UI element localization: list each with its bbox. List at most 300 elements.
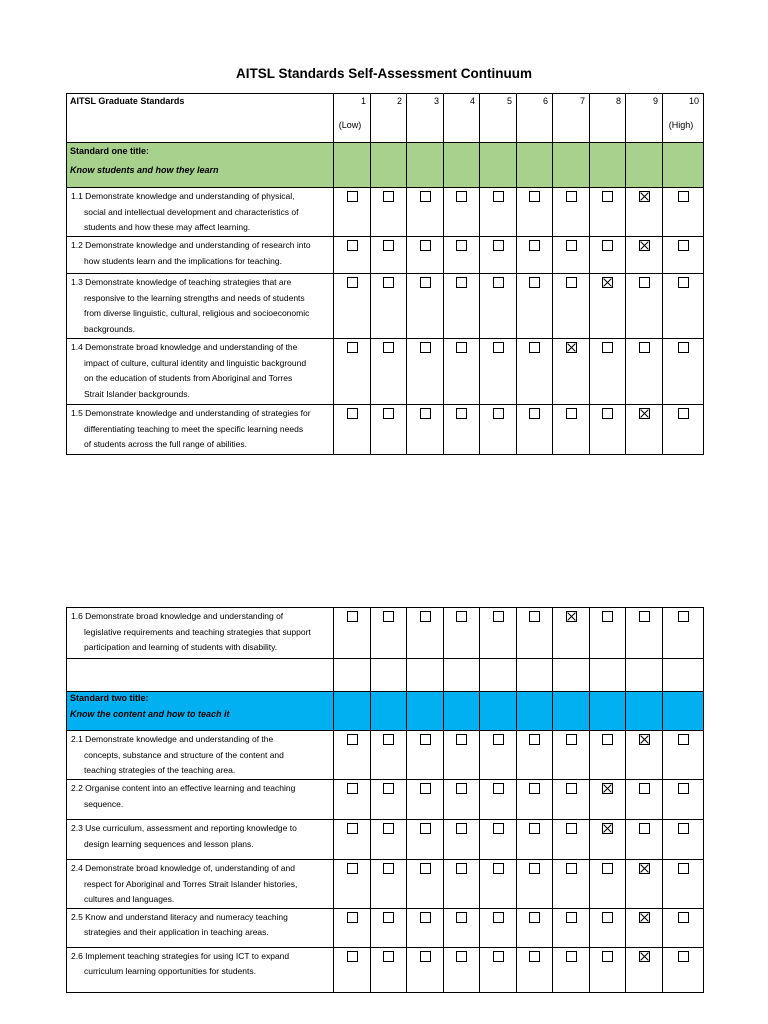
item-text: 1.3 Demonstrate knowledge of teaching strategies that are bbox=[71, 277, 292, 287]
item-text: 2.4 Demonstrate broad knowledge of, understanding of and bbox=[71, 863, 295, 873]
rating-cell-9 bbox=[626, 820, 663, 860]
rating-cell-6 bbox=[517, 405, 553, 455]
checkbox[interactable] bbox=[420, 408, 431, 419]
rating-cell-7 bbox=[553, 237, 590, 274]
checkbox[interactable] bbox=[420, 863, 431, 874]
checkbox[interactable] bbox=[493, 912, 504, 923]
rating-column-6: 6 bbox=[517, 94, 553, 143]
checkbox[interactable] bbox=[493, 240, 504, 251]
rating-cell-4 bbox=[444, 820, 480, 860]
checked-checkbox[interactable] bbox=[639, 951, 650, 962]
rating-cell-8 bbox=[590, 947, 626, 992]
checkbox[interactable] bbox=[602, 951, 613, 962]
checkbox[interactable] bbox=[420, 783, 431, 794]
rating-cell-2 bbox=[371, 908, 407, 947]
checkbox[interactable] bbox=[678, 912, 689, 923]
checkbox[interactable] bbox=[420, 277, 431, 288]
checkbox[interactable] bbox=[602, 342, 613, 353]
rating-cell-4 bbox=[444, 188, 480, 237]
checkbox[interactable] bbox=[678, 342, 689, 353]
standard-item-description bbox=[67, 188, 334, 237]
checkbox[interactable] bbox=[456, 342, 467, 353]
rating-cell-7 bbox=[553, 780, 590, 820]
checked-checkbox[interactable] bbox=[566, 342, 577, 353]
rating-cell-4 bbox=[444, 947, 480, 992]
checkbox[interactable] bbox=[529, 823, 540, 834]
rating-cell-3 bbox=[407, 608, 444, 659]
item-text: 1.1 Demonstrate knowledge and understanding of physical, bbox=[71, 191, 295, 201]
rating-cell-5 bbox=[480, 820, 517, 860]
checkbox[interactable] bbox=[678, 951, 689, 962]
checkbox[interactable] bbox=[493, 734, 504, 745]
low-label: (Low) bbox=[338, 119, 362, 130]
rating-cell-4 bbox=[444, 731, 480, 780]
rating-cell-8 bbox=[590, 339, 626, 405]
rating-cell-4 bbox=[444, 860, 480, 909]
rating-cell-8 bbox=[590, 608, 626, 659]
checkbox[interactable] bbox=[493, 611, 504, 622]
checkbox[interactable] bbox=[347, 277, 358, 288]
rating-cell-8 bbox=[590, 405, 626, 455]
rating-cell-1 bbox=[334, 188, 371, 237]
rating-cell-7 bbox=[553, 608, 590, 659]
item-text: Strait Islander backgrounds. bbox=[84, 388, 190, 399]
item-text: responsive to the learning strengths and needs of students bbox=[84, 292, 305, 303]
checkbox[interactable] bbox=[456, 277, 467, 288]
rating-cell-8 bbox=[590, 820, 626, 860]
checkbox[interactable] bbox=[566, 783, 577, 794]
item-text: 2.2 Organise content into an effective learning and teaching bbox=[71, 783, 296, 793]
checkbox[interactable] bbox=[493, 342, 504, 353]
rating-column-8: 8 bbox=[590, 94, 626, 143]
rating-cell-9 bbox=[626, 731, 663, 780]
checkbox[interactable] bbox=[347, 734, 358, 745]
rating-cell-10 bbox=[663, 237, 704, 274]
rating-column-9: 9 bbox=[626, 94, 663, 143]
item-text: how students learn and the implications for teaching. bbox=[84, 255, 282, 266]
rating-cell-3 bbox=[407, 274, 444, 339]
rating-column-1: 1 (Low) bbox=[334, 94, 371, 143]
rating-cell-2 bbox=[371, 188, 407, 237]
checkbox[interactable] bbox=[602, 240, 613, 251]
checkbox[interactable] bbox=[529, 277, 540, 288]
rating-cell-5 bbox=[480, 237, 517, 274]
item-text: students and how these may affect learning. bbox=[84, 222, 251, 232]
checkbox[interactable] bbox=[493, 863, 504, 874]
rating-cell-1 bbox=[334, 908, 371, 947]
rating-cell-6 bbox=[517, 608, 553, 659]
checkbox[interactable] bbox=[678, 408, 689, 419]
rating-cell-5 bbox=[480, 274, 517, 339]
checkbox[interactable] bbox=[347, 951, 358, 962]
standard-one-row bbox=[67, 143, 704, 188]
checkbox[interactable] bbox=[529, 240, 540, 251]
rating-cell-5 bbox=[480, 188, 517, 237]
rating-cell-3 bbox=[407, 188, 444, 237]
high-label: (High) bbox=[668, 119, 694, 130]
checkbox[interactable] bbox=[493, 277, 504, 288]
checkbox[interactable] bbox=[493, 408, 504, 419]
rating-cell-4 bbox=[444, 608, 480, 659]
checkbox[interactable] bbox=[602, 734, 613, 745]
rating-cell-6 bbox=[517, 860, 553, 909]
checkbox[interactable] bbox=[456, 734, 467, 745]
page-title: AITSL Standards Self-Assessment Continuum bbox=[235, 66, 533, 81]
rating-cell-5 bbox=[480, 780, 517, 820]
rating-cell-9 bbox=[626, 947, 663, 992]
header-row bbox=[67, 94, 704, 143]
rating-cell-3 bbox=[407, 820, 444, 860]
rating-cell-3 bbox=[407, 860, 444, 909]
rating-cell-9 bbox=[626, 860, 663, 909]
rating-cell-6 bbox=[517, 820, 553, 860]
checkbox[interactable] bbox=[602, 863, 613, 874]
checkbox[interactable] bbox=[566, 191, 577, 202]
checkbox[interactable] bbox=[678, 240, 689, 251]
checkbox[interactable] bbox=[347, 912, 358, 923]
checkbox[interactable] bbox=[347, 240, 358, 251]
checkbox[interactable] bbox=[493, 823, 504, 834]
rating-cell-9 bbox=[626, 405, 663, 455]
checkbox[interactable] bbox=[529, 734, 540, 745]
rating-cell-8 bbox=[590, 237, 626, 274]
standard-item-row bbox=[67, 608, 704, 659]
rating-cell-8 bbox=[590, 274, 626, 339]
rating-cell-4 bbox=[444, 405, 480, 455]
rating-column-3: 3 bbox=[407, 94, 444, 143]
item-text: 2.1 Demonstrate knowledge and understanding of the bbox=[71, 734, 274, 744]
checkbox[interactable] bbox=[383, 240, 394, 251]
rating-cell-10 bbox=[663, 339, 704, 405]
item-text: 1.6 Demonstrate broad knowledge and understanding of bbox=[71, 611, 284, 621]
item-text: 2.6 Implement teaching strategies for using ICT to expand bbox=[71, 950, 290, 961]
rating-cell-9 bbox=[626, 339, 663, 405]
item-text: cultures and languages. bbox=[84, 894, 175, 904]
rating-cell-2 bbox=[371, 820, 407, 860]
standard-two-heading: Standard two title: Know the content and how to teach it bbox=[67, 692, 334, 731]
checkbox[interactable] bbox=[493, 783, 504, 794]
rating-cell-10 bbox=[663, 780, 704, 820]
standard-item-row bbox=[67, 339, 704, 405]
checkbox[interactable] bbox=[678, 277, 689, 288]
checked-checkbox[interactable] bbox=[602, 823, 613, 834]
checkbox[interactable] bbox=[383, 783, 394, 794]
rating-cell-3 bbox=[407, 339, 444, 405]
checked-checkbox[interactable] bbox=[639, 734, 650, 745]
rating-cell-2 bbox=[371, 274, 407, 339]
checkbox[interactable] bbox=[456, 912, 467, 923]
checkbox[interactable] bbox=[639, 277, 650, 288]
checkbox[interactable] bbox=[529, 342, 540, 353]
item-text: legislative requirements and teaching strategies that support bbox=[84, 626, 311, 637]
header-label: AITSL Graduate Standards bbox=[67, 94, 334, 143]
rating-cell-1 bbox=[334, 820, 371, 860]
checkbox[interactable] bbox=[347, 191, 358, 202]
rating-column-2: 2 bbox=[371, 94, 407, 143]
checkbox[interactable] bbox=[420, 951, 431, 962]
rating-cell-1 bbox=[334, 947, 371, 992]
checkbox[interactable] bbox=[566, 408, 577, 419]
item-text: respect for Aboriginal and Torres Strait Islander histories, bbox=[84, 878, 298, 889]
rating-cell-10 bbox=[663, 608, 704, 659]
checkbox[interactable] bbox=[639, 823, 650, 834]
standard-item-description bbox=[67, 237, 334, 274]
rating-cell-3 bbox=[407, 405, 444, 455]
checkbox[interactable] bbox=[678, 863, 689, 874]
checkbox[interactable] bbox=[602, 191, 613, 202]
checkbox[interactable] bbox=[602, 912, 613, 923]
rating-cell-2 bbox=[371, 339, 407, 405]
checkbox[interactable] bbox=[456, 823, 467, 834]
rating-cell-2 bbox=[371, 405, 407, 455]
standard-item-description bbox=[67, 947, 334, 992]
checked-checkbox[interactable] bbox=[639, 408, 650, 419]
rating-cell-3 bbox=[407, 908, 444, 947]
standard-item-row bbox=[67, 731, 704, 780]
rating-cell-3 bbox=[407, 237, 444, 274]
checked-checkbox[interactable] bbox=[602, 277, 613, 288]
checkbox[interactable] bbox=[678, 823, 689, 834]
rating-cell-1 bbox=[334, 608, 371, 659]
rating-cell-6 bbox=[517, 947, 553, 992]
standard-one-heading: Standard one title: Know students and how they learn bbox=[67, 143, 334, 188]
checkbox[interactable] bbox=[529, 912, 540, 923]
standard-item-row bbox=[67, 947, 704, 992]
rating-cell-1 bbox=[334, 237, 371, 274]
standard-item-description bbox=[67, 608, 334, 659]
rating-cell-4 bbox=[444, 780, 480, 820]
checkbox[interactable] bbox=[383, 611, 394, 622]
rating-cell-7 bbox=[553, 274, 590, 339]
item-text: from diverse linguistic, cultural, religious and socioeconomic bbox=[84, 308, 310, 318]
checkbox[interactable] bbox=[456, 240, 467, 251]
rating-cell-2 bbox=[371, 860, 407, 909]
checked-checkbox[interactable] bbox=[639, 912, 650, 923]
checkbox[interactable] bbox=[383, 277, 394, 288]
checkbox[interactable] bbox=[529, 408, 540, 419]
rating-cell-10 bbox=[663, 274, 704, 339]
checkbox[interactable] bbox=[383, 408, 394, 419]
checkbox[interactable] bbox=[566, 277, 577, 288]
standard-item-description bbox=[67, 780, 334, 820]
checkbox[interactable] bbox=[347, 408, 358, 419]
item-text: 1.2 Demonstrate knowledge and understanding of research into bbox=[71, 240, 311, 250]
checked-checkbox[interactable] bbox=[639, 191, 650, 202]
standard-two-row bbox=[67, 692, 704, 731]
rating-cell-6 bbox=[517, 274, 553, 339]
checkbox[interactable] bbox=[566, 912, 577, 923]
checkbox[interactable] bbox=[347, 342, 358, 353]
rating-cell-5 bbox=[480, 339, 517, 405]
rating-cell-8 bbox=[590, 780, 626, 820]
checkbox[interactable] bbox=[566, 951, 577, 962]
checkbox[interactable] bbox=[456, 951, 467, 962]
standard-item-row bbox=[67, 405, 704, 455]
checkbox[interactable] bbox=[639, 342, 650, 353]
checkbox[interactable] bbox=[383, 191, 394, 202]
rating-cell-7 bbox=[553, 908, 590, 947]
checked-checkbox[interactable] bbox=[639, 240, 650, 251]
rating-cell-10 bbox=[663, 405, 704, 455]
standard-item-row bbox=[67, 908, 704, 947]
rating-cell-3 bbox=[407, 731, 444, 780]
rating-cell-4 bbox=[444, 908, 480, 947]
rating-cell-6 bbox=[517, 731, 553, 780]
rating-cell-2 bbox=[371, 731, 407, 780]
item-text: curriculum learning opportunities for students. bbox=[84, 966, 256, 976]
checked-checkbox[interactable] bbox=[639, 863, 650, 874]
checkbox[interactable] bbox=[383, 863, 394, 874]
standard-item-row bbox=[67, 188, 704, 237]
rating-cell-9 bbox=[626, 188, 663, 237]
rating-cell-2 bbox=[371, 237, 407, 274]
item-text: 2.5 Know and understand literacy and numeracy teaching bbox=[71, 911, 288, 922]
item-text: differentiating teaching to meet the specific learning needs bbox=[84, 423, 304, 434]
checkbox[interactable] bbox=[347, 783, 358, 794]
checkbox[interactable] bbox=[420, 734, 431, 745]
rating-cell-5 bbox=[480, 405, 517, 455]
checkbox[interactable] bbox=[639, 611, 650, 622]
checkbox[interactable] bbox=[566, 863, 577, 874]
rating-cell-1 bbox=[334, 780, 371, 820]
rating-cell-4 bbox=[444, 274, 480, 339]
rating-cell-8 bbox=[590, 908, 626, 947]
checkbox[interactable] bbox=[493, 951, 504, 962]
rating-cell-10 bbox=[663, 908, 704, 947]
checkbox[interactable] bbox=[347, 823, 358, 834]
checkbox[interactable] bbox=[566, 240, 577, 251]
item-text: participation and learning of students with disability. bbox=[84, 642, 278, 652]
checkbox[interactable] bbox=[639, 783, 650, 794]
checkbox[interactable] bbox=[383, 951, 394, 962]
rating-cell-9 bbox=[626, 237, 663, 274]
standard-item-description bbox=[67, 405, 334, 455]
standard-item-row bbox=[67, 820, 704, 860]
rating-cell-3 bbox=[407, 780, 444, 820]
standard-item-row bbox=[67, 237, 704, 274]
checked-checkbox[interactable] bbox=[566, 611, 577, 622]
standard-item-row bbox=[67, 274, 704, 339]
rating-cell-10 bbox=[663, 731, 704, 780]
checkbox[interactable] bbox=[456, 863, 467, 874]
checkbox[interactable] bbox=[529, 951, 540, 962]
item-text: of students across the full range of abilities. bbox=[84, 439, 248, 449]
rating-cell-5 bbox=[480, 860, 517, 909]
rating-cell-3 bbox=[407, 947, 444, 992]
item-text: strategies and their application in teaching areas. bbox=[84, 927, 269, 937]
checkbox[interactable] bbox=[383, 734, 394, 745]
rating-cell-1 bbox=[334, 339, 371, 405]
rating-cell-2 bbox=[371, 780, 407, 820]
standard-item-description bbox=[67, 908, 334, 947]
checkbox[interactable] bbox=[493, 191, 504, 202]
assessment-table-page-one bbox=[66, 93, 704, 455]
checkbox[interactable] bbox=[420, 240, 431, 251]
item-text: backgrounds. bbox=[84, 323, 136, 334]
standard-item-description bbox=[67, 860, 334, 909]
checkbox[interactable] bbox=[678, 734, 689, 745]
rating-cell-7 bbox=[553, 405, 590, 455]
checkbox[interactable] bbox=[529, 191, 540, 202]
rating-column-5: 5 bbox=[480, 94, 517, 143]
checkbox[interactable] bbox=[383, 823, 394, 834]
standard-item-row bbox=[67, 860, 704, 909]
item-text: teaching strategies of the teaching area. bbox=[84, 765, 236, 775]
checkbox[interactable] bbox=[420, 191, 431, 202]
checkbox[interactable] bbox=[347, 611, 358, 622]
checkbox[interactable] bbox=[420, 912, 431, 923]
checkbox[interactable] bbox=[602, 611, 613, 622]
checkbox[interactable] bbox=[678, 783, 689, 794]
checked-checkbox[interactable] bbox=[602, 783, 613, 794]
rating-column-7: 7 bbox=[553, 94, 590, 143]
checkbox[interactable] bbox=[347, 863, 358, 874]
checkbox[interactable] bbox=[420, 611, 431, 622]
checkbox[interactable] bbox=[420, 342, 431, 353]
item-text: social and intellectual development and characteristics of bbox=[84, 206, 299, 217]
item-text: sequence. bbox=[84, 798, 124, 809]
rating-cell-1 bbox=[334, 860, 371, 909]
rating-cell-9 bbox=[626, 908, 663, 947]
checkbox[interactable] bbox=[602, 408, 613, 419]
checkbox[interactable] bbox=[566, 823, 577, 834]
rating-cell-1 bbox=[334, 731, 371, 780]
item-text: 1.5 Demonstrate knowledge and understanding of strategies for bbox=[71, 408, 311, 418]
rating-cell-6 bbox=[517, 908, 553, 947]
rating-cell-6 bbox=[517, 780, 553, 820]
rating-cell-7 bbox=[553, 188, 590, 237]
rating-cell-4 bbox=[444, 237, 480, 274]
checkbox[interactable] bbox=[566, 734, 577, 745]
checkbox[interactable] bbox=[456, 408, 467, 419]
standard-item-description bbox=[67, 339, 334, 405]
rating-cell-4 bbox=[444, 339, 480, 405]
rating-cell-6 bbox=[517, 339, 553, 405]
rating-cell-10 bbox=[663, 860, 704, 909]
checkbox[interactable] bbox=[678, 611, 689, 622]
standard-item-row bbox=[67, 780, 704, 820]
standard-item-description bbox=[67, 274, 334, 339]
rating-cell-10 bbox=[663, 947, 704, 992]
item-text: 2.3 Use curriculum, assessment and reporting knowledge to bbox=[71, 823, 297, 833]
rating-column-10: 10 (High) bbox=[663, 94, 704, 143]
item-text: concepts, substance and structure of the content and bbox=[84, 749, 284, 760]
checkbox[interactable] bbox=[383, 912, 394, 923]
checkbox[interactable] bbox=[529, 783, 540, 794]
item-text: impact of culture, cultural identity and linguistic background bbox=[84, 357, 307, 368]
checkbox[interactable] bbox=[529, 863, 540, 874]
rating-cell-5 bbox=[480, 908, 517, 947]
checkbox[interactable] bbox=[456, 783, 467, 794]
rating-cell-7 bbox=[553, 947, 590, 992]
rating-cell-7 bbox=[553, 860, 590, 909]
rating-cell-1 bbox=[334, 274, 371, 339]
checkbox[interactable] bbox=[678, 191, 689, 202]
rating-cell-7 bbox=[553, 339, 590, 405]
checkbox[interactable] bbox=[456, 611, 467, 622]
checkbox[interactable] bbox=[456, 191, 467, 202]
rating-cell-8 bbox=[590, 731, 626, 780]
rating-column-4: 4 bbox=[444, 94, 480, 143]
item-text: 1.4 Demonstrate broad knowledge and understanding of the bbox=[71, 342, 298, 352]
rating-cell-2 bbox=[371, 608, 407, 659]
checkbox[interactable] bbox=[383, 342, 394, 353]
standard-item-description bbox=[67, 820, 334, 860]
rating-cell-10 bbox=[663, 188, 704, 237]
checkbox[interactable] bbox=[529, 611, 540, 622]
rating-cell-2 bbox=[371, 947, 407, 992]
checkbox[interactable] bbox=[420, 823, 431, 834]
